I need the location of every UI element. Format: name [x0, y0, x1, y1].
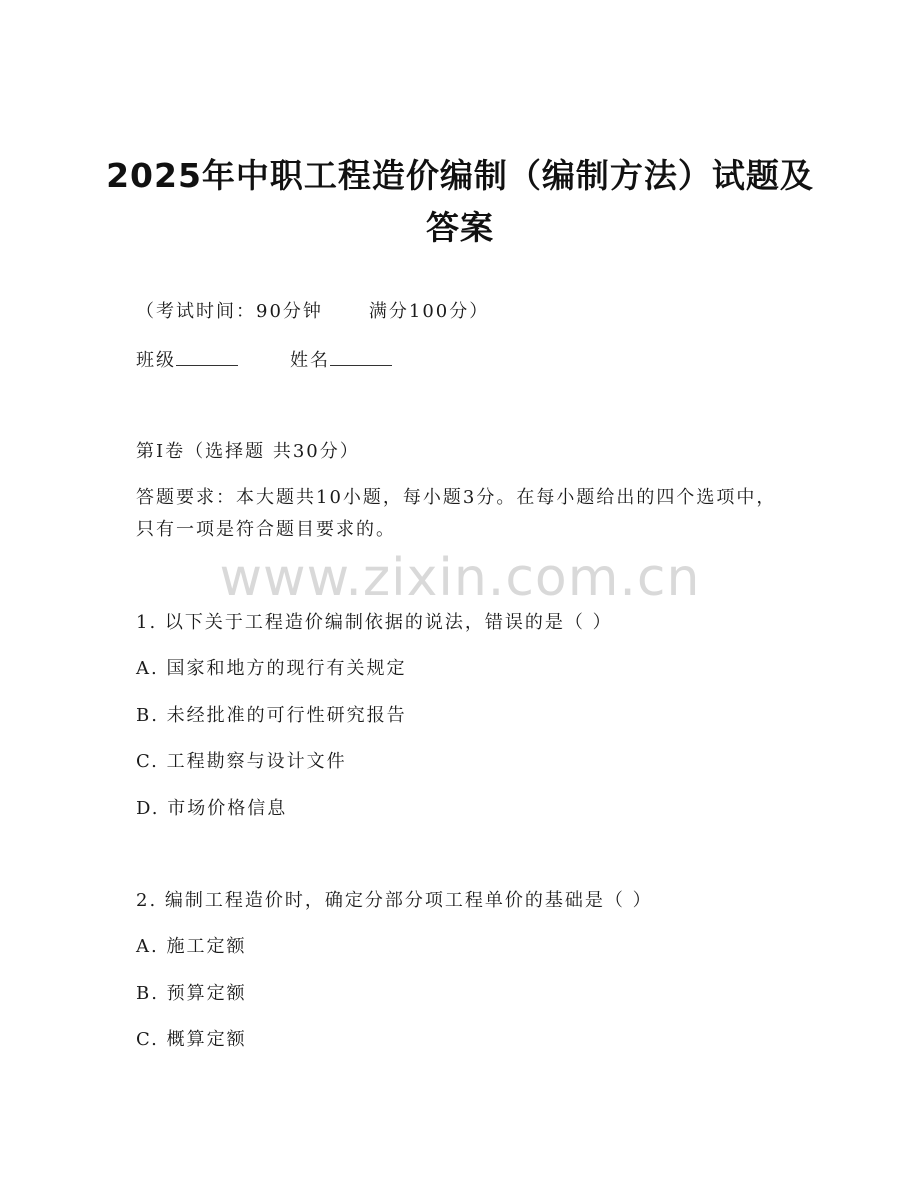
question-stem: 1. 以下关于工程造价编制依据的说法，错误的是（ ） [136, 612, 613, 633]
watermark: www.zixin.com.cn [219, 548, 701, 608]
student-fields [136, 347, 392, 375]
exam-info [136, 298, 489, 326]
name-blank [330, 347, 392, 366]
class-label: 班级 [136, 350, 176, 371]
question-option: C. 工程勘察与设计文件 [136, 751, 347, 772]
section-heading: 第Ⅰ卷（选择题 共30分） [136, 441, 360, 462]
question-option: A. 国家和地方的现行有关规定 [136, 658, 407, 679]
page-title: 2025年中职工程造价编制（编制方法）试题及答案 [106, 156, 814, 247]
name-label: 姓名 [290, 350, 330, 371]
question-option: B. 未经批准的可行性研究报告 [136, 705, 407, 726]
section-instructions: 答题要求：本大题共10小题，每小题3分。在每小题给出的四个选项中，只有一项是符合题目要求的。 [136, 487, 777, 540]
question-option: C. 概算定额 [136, 1029, 247, 1050]
question-stem: 2. 编制工程造价时，确定分部分项工程单价的基础是（ ） [136, 890, 653, 911]
exam-score: 满分100分） [368, 301, 490, 322]
class-blank [176, 347, 238, 366]
question-option: B. 预算定额 [136, 983, 247, 1004]
question-option: D. 市场价格信息 [136, 798, 288, 819]
question-option: A. 施工定额 [136, 936, 247, 957]
exam-time: （考试时间：90分钟 [136, 301, 323, 322]
